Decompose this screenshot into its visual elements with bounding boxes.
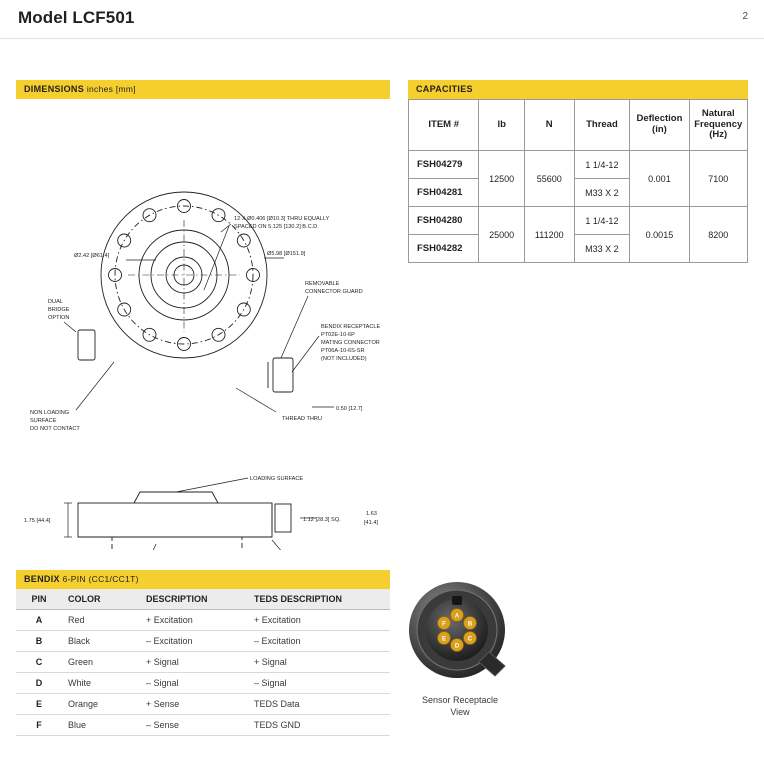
cell-n: 111200 (524, 207, 574, 263)
cell-thread: 1 1/4-12 (574, 151, 630, 179)
cell-item: FSH04280 (409, 207, 479, 235)
cell-description: – Excitation (140, 631, 248, 652)
page-header (0, 0, 764, 39)
col-frequency-line1: Natural (701, 107, 735, 119)
col-pin: PIN (16, 589, 62, 610)
page-number: 2 (742, 11, 748, 22)
callout-holes-line1: 12 X Ø0.406 [Ø10.3] THRU EQUALLY (234, 216, 330, 222)
cell-pin: F (16, 715, 62, 736)
col-color: COLOR (62, 589, 140, 610)
cell-description: – Signal (140, 673, 248, 694)
cell-pin: B (16, 631, 62, 652)
callout-receptacle-line2: PT02E-10-6P (321, 332, 355, 338)
cell-color: Blue (62, 715, 140, 736)
table-row (16, 652, 390, 673)
capacities-label: CAPACITIES (416, 84, 473, 94)
drawing-svg (16, 100, 390, 550)
col-deflection-line1: Deflection (636, 113, 683, 125)
cell-lb: 25000 (479, 207, 525, 263)
col-frequency-line2: Frequency (694, 118, 743, 130)
cell-deflection: 0.0015 (630, 207, 689, 263)
callout-dual-bridge-line1: DUAL (48, 299, 63, 305)
page-title: Model LCF501 (18, 8, 135, 27)
cell-n: 55600 (524, 151, 574, 207)
section-bar-dimensions (16, 80, 390, 99)
callout-sq: 1.12 [28.3] SQ. (303, 517, 341, 523)
cell-color: Green (62, 652, 140, 673)
callout-nonloading-line1: NON LOADING (30, 410, 70, 416)
cell-color: Orange (62, 694, 140, 715)
cell-teds: + Signal (248, 652, 390, 673)
receptacle-caption-line1: Sensor Receptacle (421, 695, 499, 705)
callout-receptacle-line1: BENDIX RECEPTACLE (321, 324, 381, 330)
table-row (16, 694, 390, 715)
callout-receptacle-line3: MATING CONNECTOR (321, 340, 380, 346)
callout-right-dim-line1: 1.63 (366, 511, 377, 517)
callout-guard-line1: REMOVABLE (305, 281, 340, 287)
bendix-sublabel: 6-PIN (CC1/CC1T) (62, 574, 139, 584)
cell-item: FSH04279 (409, 151, 479, 179)
callout-receptacle-line4: PT06A-10-6S-SR (321, 348, 365, 354)
cell-frequency: 7100 (689, 151, 748, 207)
pin-label-d: D (454, 643, 460, 650)
callout-height: 1.75 [44.4] (24, 518, 51, 524)
sensor-receptacle-image (405, 578, 515, 688)
cell-teds: TEDS Data (248, 694, 390, 715)
connector-keyway (452, 596, 462, 605)
cell-pin: D (16, 673, 62, 694)
cell-thread: M33 X 2 (574, 235, 630, 263)
cell-pin: A (16, 610, 62, 631)
callout-nonloading-line2: SURFACE (30, 418, 57, 424)
callout-thread-thru: THREAD THRU (282, 416, 322, 422)
table-row (16, 715, 390, 736)
callout-inner-dia: Ø2.42 [Ø61.4] (74, 253, 110, 259)
pin-label-b: B (467, 621, 473, 628)
col-frequency-line3: (Hz) (709, 129, 728, 141)
dimension-drawings (16, 100, 390, 550)
callout-loading-surface: LOADING SURFACE (250, 476, 304, 482)
dimensions-label: DIMENSIONS (24, 84, 85, 94)
col-lb: lb (479, 100, 525, 151)
cell-color: White (62, 673, 140, 694)
cell-description: + Excitation (140, 610, 248, 631)
col-deflection (630, 100, 689, 151)
callout-right-dim-line2: [41.4] (364, 520, 378, 526)
callout-dual-bridge-line2: BRIDGE (48, 307, 70, 313)
table-row (16, 631, 390, 652)
col-n: N (524, 100, 574, 151)
cell-color: Red (62, 610, 140, 631)
pin-label-c: C (467, 636, 473, 643)
callout-depth: 0.50 [12.7] (336, 406, 363, 412)
bendix-label: BENDIX (24, 574, 60, 584)
dimensions-sublabel: inches [mm] (86, 84, 136, 94)
table-row (16, 673, 390, 694)
connector-block (268, 358, 293, 392)
cell-item: FSH04282 (409, 235, 479, 263)
col-frequency (689, 100, 748, 151)
cell-teds: – Signal (248, 673, 390, 694)
pin-label-f: F (442, 621, 446, 628)
section-bar-capacities (408, 80, 748, 99)
cell-lb: 12500 (479, 151, 525, 207)
table-header-row (409, 100, 748, 151)
pin-label-e: E (441, 636, 447, 643)
cell-thread: M33 X 2 (574, 179, 630, 207)
top-view-callouts (30, 216, 381, 432)
bendix-pinout-table (16, 589, 390, 736)
side-view (78, 492, 291, 550)
callout-dual-bridge-line3: OPTION (48, 315, 70, 321)
receptacle-caption-line2: View (450, 707, 470, 718)
cell-description: + Sense (140, 694, 248, 715)
cell-frequency: 8200 (689, 207, 748, 263)
callout-nonloading-line3: DO NOT CONTACT (30, 426, 80, 432)
col-description: DESCRIPTION (140, 589, 248, 610)
dual-bridge-block (78, 330, 95, 360)
callout-receptacle-line5: (NOT INCLUDED) (321, 356, 367, 362)
table-row (409, 207, 748, 235)
cell-pin: C (16, 652, 62, 673)
cell-pin: E (16, 694, 62, 715)
cell-item: FSH04281 (409, 179, 479, 207)
receptacle-caption (395, 694, 525, 718)
capacities-table (408, 99, 748, 263)
front-view (78, 192, 293, 392)
cell-thread: 1 1/4-12 (574, 207, 630, 235)
section-bar-bendix (16, 570, 390, 589)
cell-deflection: 0.001 (630, 151, 689, 207)
callout-holes-line2: SPACED ON 5.125 [130.2] B.C.D. (234, 224, 319, 230)
col-deflection-line2: (in) (652, 124, 667, 135)
table-header-row (16, 589, 390, 610)
col-item: ITEM # (409, 100, 479, 151)
cell-teds: – Excitation (248, 631, 390, 652)
cell-teds: + Excitation (248, 610, 390, 631)
table-row (16, 610, 390, 631)
cell-description: – Sense (140, 715, 248, 736)
callout-guard-line2: CONNECTOR GUARD (305, 289, 363, 295)
pin-label-a: A (454, 613, 460, 620)
col-teds-description: TEDS DESCRIPTION (248, 589, 390, 610)
col-thread: Thread (574, 100, 630, 151)
receptacle-svg (405, 578, 515, 688)
callout-outer-dia: Ø5.98 [Ø151.9] (267, 251, 306, 257)
table-row (409, 151, 748, 179)
leader-lines (64, 224, 334, 550)
cell-teds: TEDS GND (248, 715, 390, 736)
cell-color: Black (62, 631, 140, 652)
cell-description: + Signal (140, 652, 248, 673)
